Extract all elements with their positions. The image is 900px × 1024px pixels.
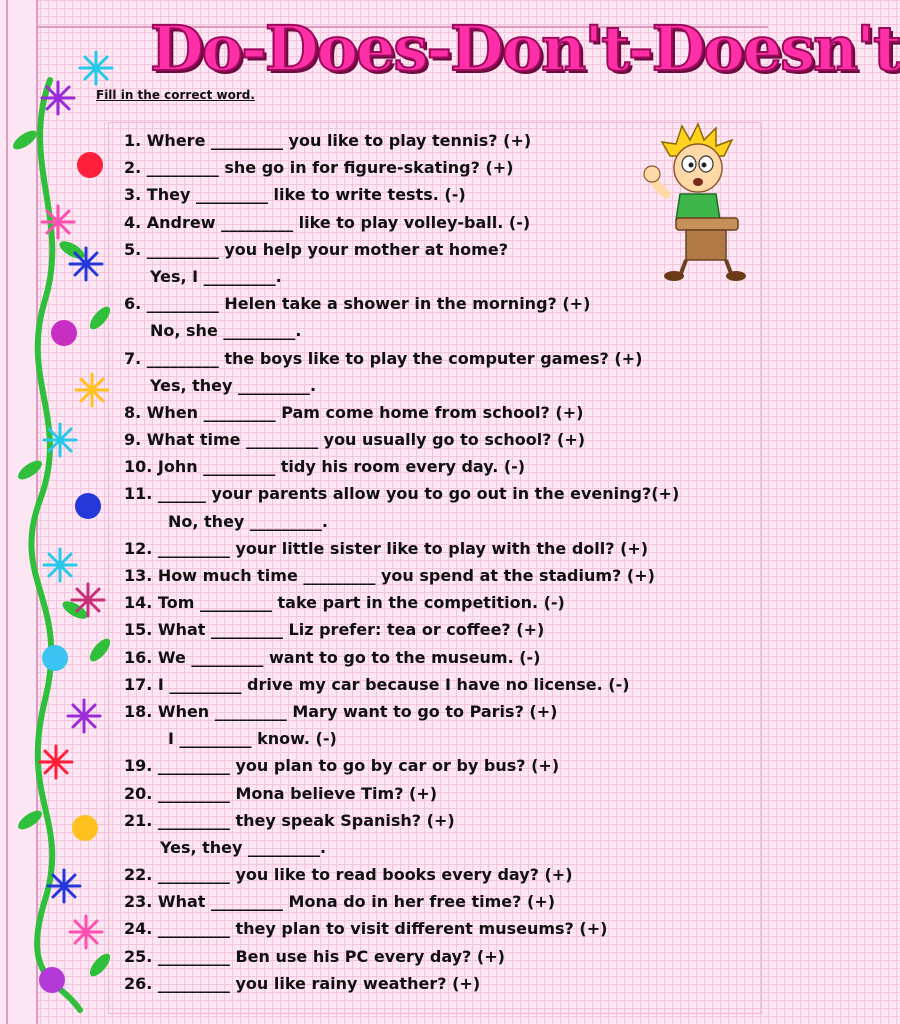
exercise-line: 3. They _________ like to write tests. (-)	[124, 185, 466, 205]
exercise-line: 25. _________ Ben use his PC every day? (+)	[124, 946, 505, 966]
exercise-line: 11. ______ your parents allow you to go out in the evening?(+)	[124, 484, 680, 504]
exercise-line: 24. _________ they plan to visit different museums? (+)	[124, 919, 608, 939]
exercise-line: 15. What _________ Liz prefer: tea or coffee? (+)	[124, 620, 545, 640]
exercise-line: 19. _________ you plan to go by car or by bus? (+)	[124, 756, 560, 776]
exercise-answer-line: Yes, they _________.	[150, 375, 317, 395]
exercise-answer-line: I _________ know. (-)	[168, 729, 337, 749]
exercise-line: 2. _________ she go in for figure-skating? (+)	[124, 158, 514, 178]
exercise-line: 17. I _________ drive my car because I have no license. (-)	[124, 674, 630, 694]
exercise-line: 6. _________ Helen take a shower in the morning? (+)	[124, 294, 591, 314]
exercise-list	[124, 127, 764, 997]
exercise-line: 8. When _________ Pam come home from school? (+)	[124, 402, 584, 422]
flower-vine-border-icon	[0, 0, 140, 1024]
exercise-line: 10. John _________ tidy his room every day. (-)	[124, 457, 526, 477]
exercise-line: 1. Where _________ you like to play tennis? (+)	[124, 131, 532, 150]
exercise-line: 22. _________ you like to read books every day? (+)	[124, 865, 573, 885]
exercise-line: 12. _________ your little sister like to play with the doll? (+)	[124, 538, 649, 558]
exercise-line: 14. Tom _________ take part in the competition. (-)	[124, 593, 565, 613]
exercise-line: 7. _________ the boys like to play the computer games? (+)	[124, 348, 643, 368]
exercise-line: 13. How much time _________ you spend at the stadium? (+)	[124, 566, 655, 585]
exercise-line: 9. What time _________ you usually go to school? (+)	[124, 430, 586, 450]
exercise-answer-line: Yes, they _________.	[160, 837, 327, 857]
exercise-answer-line: No, they _________.	[168, 511, 328, 531]
exercise-line: 5. _________ you help your mother at home?	[124, 239, 508, 259]
page-title: Do-Does-Don't-Doesn't	[150, 12, 900, 85]
exercise-line: 26. _________ you like rainy weather? (+)	[124, 973, 481, 993]
instruction-text: Fill in the correct word.	[96, 88, 255, 102]
exercise-answer-line: Yes, I _________.	[150, 266, 282, 286]
exercise-line: 16. We _________ want to go to the museum. (-)	[124, 647, 541, 667]
exercise-line: 20. _________ Mona believe Tim? (+)	[124, 783, 438, 803]
exercise-answer-line: No, she _________.	[150, 321, 302, 341]
exercise-line: 4. Andrew _________ like to play volley-ball. (-)	[124, 212, 531, 232]
exercise-line: 18. When _________ Mary want to go to Paris? (+)	[124, 701, 558, 721]
exercise-line: 23. What _________ Mona do in her free time? (+)	[124, 892, 556, 912]
exercise-line: 21. _________ they speak Spanish? (+)	[124, 810, 455, 830]
